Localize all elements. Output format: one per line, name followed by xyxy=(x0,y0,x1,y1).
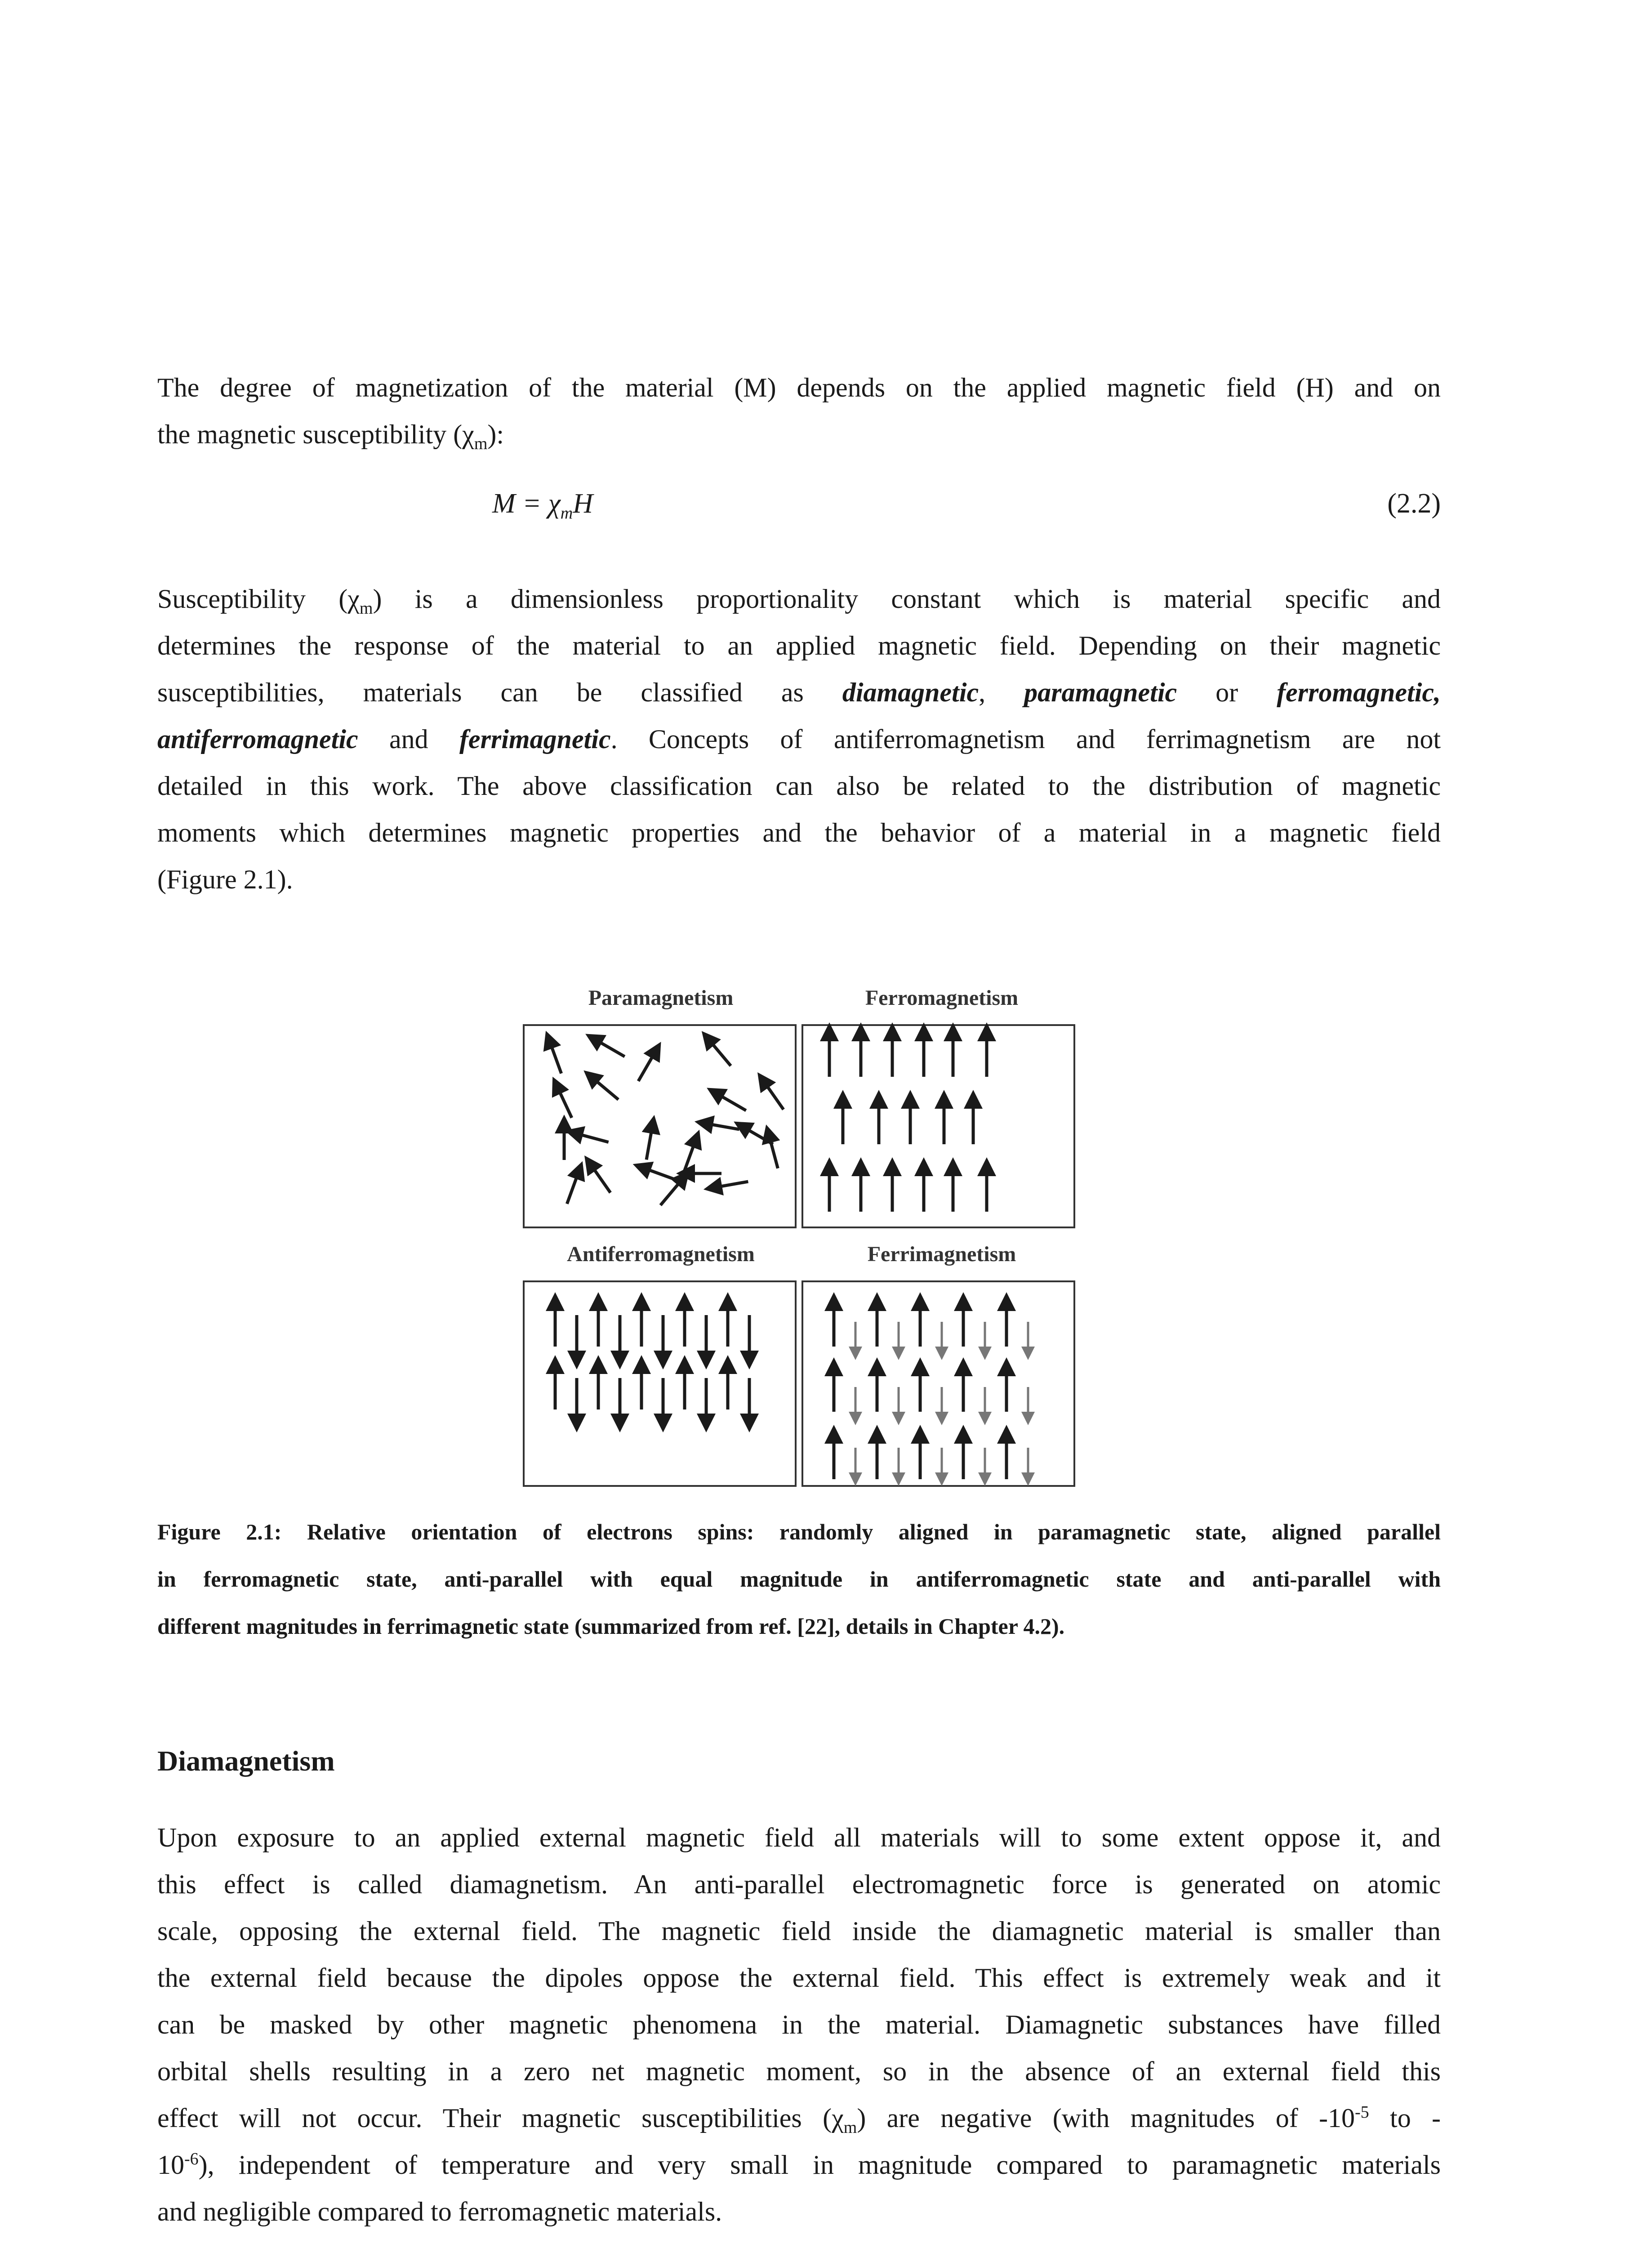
exponent: -5 xyxy=(1355,2103,1369,2122)
chi-symbol: χ xyxy=(347,584,360,614)
dia-line-8 xyxy=(157,2141,1441,2188)
text: susceptibilities, materials can be classified as xyxy=(157,678,842,707)
text: . Concepts of antiferromagnetism and ferrimagnetism are not xyxy=(610,724,1441,754)
para2-line-3 xyxy=(157,669,1441,716)
para2-line-2: determines the response of the material to an applied magnetic field. Depending on their magnetic xyxy=(157,631,1441,660)
diamagnetism-paragraph xyxy=(157,1814,1441,2235)
chi-symbol: χ xyxy=(832,2103,844,2133)
classification-paragraph xyxy=(157,575,1441,903)
dia-line-3: scale, opposing the external field. The magnetic field inside the diamagnetic material is smaller than xyxy=(157,1916,1441,1946)
equation-number: (2.2) xyxy=(1387,488,1441,519)
equation-lhs: M = xyxy=(492,488,548,519)
intro-paragraph xyxy=(157,364,1441,458)
intro-text-end: ): xyxy=(487,419,504,449)
chi-subscript: m xyxy=(843,2118,857,2137)
text: ), independent of temperature and very small in magnitude compared to paramagnetic materials xyxy=(198,2150,1441,2180)
equation xyxy=(0,488,1652,537)
figure-caption xyxy=(157,1508,1441,1650)
term-paramagnetic: paramagnetic xyxy=(1024,678,1177,707)
caption-line-2: in ferromagnetic state, anti-parallel with equal magnitude in antiferromagnetic state and anti-parallel with xyxy=(157,1566,1441,1592)
text: to - xyxy=(1369,2103,1441,2133)
panel-title-antiferromagnetism: Antiferromagnetism xyxy=(567,1242,755,1266)
spin-arrow xyxy=(549,1039,561,1073)
dia-line-7 xyxy=(157,2095,1441,2141)
para2-line-7: (Figure 2.1). xyxy=(157,865,293,894)
spin-arrow xyxy=(557,1085,572,1118)
dia-line-6: orbital shells resulting in a zero net magnetic moment, so in the absence of an external field this xyxy=(157,2056,1441,2086)
term-ferromagnetic: ferromagnetic, xyxy=(1277,678,1441,707)
section-heading: Diamagnetism xyxy=(157,1745,335,1777)
dia-line-5: can be masked by other magnetic phenomena in the material. Diamagnetic substances have filled xyxy=(157,2010,1441,2039)
term-ferrimagnetic: ferrimagnetic xyxy=(459,724,611,754)
text: ) is a dimensionless proportionality constant which is material specific and xyxy=(373,584,1441,614)
text: 10 xyxy=(157,2150,184,2180)
intro-line-1: The degree of magnetization of the material (M) depends on the applied magnetic field (H) and on xyxy=(157,373,1441,402)
intro-text: the magnetic susceptibility ( xyxy=(157,419,463,449)
panel-antiferromagnetism xyxy=(524,1281,796,1486)
spin-arrow xyxy=(591,1076,618,1099)
spin-arrow xyxy=(684,1138,696,1172)
para2-line-4 xyxy=(157,716,1441,763)
term-diamagnetic: diamagnetic xyxy=(842,678,979,707)
panel-title-paramagnetism: Paramagnetism xyxy=(588,986,734,1010)
panel-ferrimagnetism xyxy=(802,1281,1074,1486)
spin-arrow xyxy=(574,1133,608,1142)
chi-symbol: χ xyxy=(462,419,474,449)
text: , xyxy=(979,678,1024,707)
text: or xyxy=(1177,678,1277,707)
dia-line-2: this effect is called diamagnetism. An anti-parallel electromagnetic force is generated on atomic xyxy=(157,1869,1441,1899)
spin-arrow xyxy=(638,1050,656,1081)
para2-line-6: moments which determines magnetic properties and the behavior of a material in a magnetic field xyxy=(157,818,1441,847)
chi-subscript: m xyxy=(359,599,373,618)
term-antiferromagnetic: antiferromagnetic xyxy=(157,724,358,754)
spin-arrow xyxy=(715,1093,746,1111)
exponent: -6 xyxy=(184,2150,199,2168)
dia-line-4: the external field because the dipoles oppose the external field. This effect is extremely weak and it xyxy=(157,1963,1441,1993)
equation-chi: χ xyxy=(548,488,561,519)
intro-line-2 xyxy=(157,411,1441,458)
spin-arrow xyxy=(704,1123,739,1129)
spin-arrow xyxy=(660,1178,683,1205)
spin-arrow xyxy=(763,1080,784,1110)
spin-arrow xyxy=(641,1167,675,1179)
text: effect will not occur. Their magnetic susceptibilities ( xyxy=(157,2103,832,2133)
para2-line-1 xyxy=(157,575,1441,622)
spin-arrow xyxy=(646,1124,653,1160)
dia-line-1: Upon exposure to an applied external magnetic field all materials will to some extent oppose it, and xyxy=(157,1823,1441,1852)
spin-arrow xyxy=(713,1182,748,1188)
dia-line-9: and negligible compared to ferromagnetic materials. xyxy=(157,2197,722,2226)
equation-rhs: H xyxy=(573,488,593,519)
spin-orientation-diagram xyxy=(519,980,1077,1488)
text: Susceptibility ( xyxy=(157,584,348,614)
equation-formula xyxy=(492,488,593,523)
spin-arrow xyxy=(567,1170,579,1204)
text: ) are negative (with magnitudes of -10 xyxy=(857,2103,1355,2133)
spin-arrow xyxy=(708,1038,730,1066)
spin-arrow xyxy=(769,1133,778,1168)
equation-subscript: m xyxy=(560,504,573,523)
spin-arrow xyxy=(590,1163,610,1193)
text: and xyxy=(358,724,459,754)
para2-line-5: detailed in this work. The above classification can also be related to the distribution of magnetic xyxy=(157,771,1441,801)
figure-2-1 xyxy=(519,980,1077,1488)
chi-subscript: m xyxy=(474,434,488,453)
panel-title-ferromagnetism: Ferromagnetism xyxy=(865,986,1019,1010)
panel-title-ferrimagnetism: Ferrimagnetism xyxy=(867,1242,1016,1266)
caption-line-3: different magnitudes in ferrimagnetic state (summarized from ref. [22], details in Chapter 4.2). xyxy=(157,1614,1065,1639)
spin-arrow xyxy=(593,1039,624,1057)
caption-line-1: Figure 2.1: Relative orientation of electrons spins: randomly aligned in paramagnetic state, aligned parallel xyxy=(157,1519,1441,1544)
